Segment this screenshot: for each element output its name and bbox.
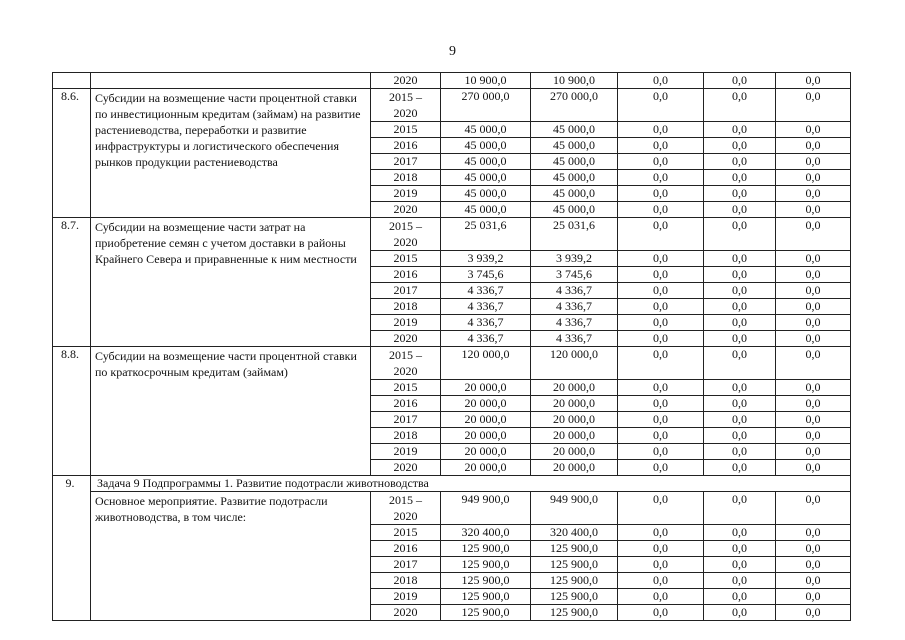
value-cell: 0,0 — [704, 396, 776, 412]
value-cell: 0,0 — [618, 218, 704, 251]
value-cell: 10 900,0 — [531, 73, 618, 89]
value-cell: 125 900,0 — [531, 605, 618, 621]
value-cell: 0,0 — [704, 525, 776, 541]
value-cell: 0,0 — [776, 412, 851, 428]
value-cell: 0,0 — [776, 154, 851, 170]
value-cell: 0,0 — [704, 73, 776, 89]
total-cell: 20 000,0 — [441, 396, 531, 412]
total-cell: 45 000,0 — [441, 202, 531, 218]
value-cell: 0,0 — [618, 541, 704, 557]
value-cell: 25 031,6 — [531, 218, 618, 251]
year-cell: 2015 — [371, 525, 441, 541]
value-cell: 0,0 — [776, 589, 851, 605]
table-row — [53, 492, 851, 525]
total-cell: 125 900,0 — [441, 541, 531, 557]
row-number: 8.8. — [53, 347, 91, 476]
value-cell: 45 000,0 — [531, 154, 618, 170]
year-cell: 2019 — [371, 444, 441, 460]
value-cell: 0,0 — [618, 412, 704, 428]
total-cell: 20 000,0 — [441, 460, 531, 476]
value-cell: 0,0 — [776, 251, 851, 267]
value-cell: 0,0 — [776, 122, 851, 138]
total-cell: 4 336,7 — [441, 315, 531, 331]
name-cell — [91, 73, 371, 89]
value-cell: 4 336,7 — [531, 315, 618, 331]
total-cell: 20 000,0 — [441, 380, 531, 396]
value-cell: 0,0 — [618, 170, 704, 186]
value-cell: 0,0 — [776, 186, 851, 202]
year-cell: 2015 — [371, 380, 441, 396]
year-cell: 2020 — [371, 202, 441, 218]
value-cell: 0,0 — [776, 347, 851, 380]
measure-name: Основное мероприятие. Развитие подотрасли животноводства, в том числе: — [91, 492, 371, 621]
value-cell: 0,0 — [704, 138, 776, 154]
table-row — [53, 218, 851, 251]
value-cell: 0,0 — [704, 557, 776, 573]
row-number: 8.7. — [53, 218, 91, 347]
total-cell: 45 000,0 — [441, 170, 531, 186]
value-cell: 0,0 — [618, 89, 704, 122]
value-cell: 0,0 — [776, 202, 851, 218]
year-cell: 2018 — [371, 573, 441, 589]
value-cell: 45 000,0 — [531, 122, 618, 138]
value-cell: 0,0 — [776, 283, 851, 299]
measure-name: Субсидии на возмещение части процентной ставки по краткосрочным кредитам (займам) — [91, 347, 371, 476]
value-cell: 0,0 — [618, 428, 704, 444]
total-cell: 270 000,0 — [441, 89, 531, 122]
value-cell: 125 900,0 — [531, 541, 618, 557]
value-cell: 0,0 — [776, 460, 851, 476]
value-cell: 0,0 — [776, 315, 851, 331]
total-cell: 20 000,0 — [441, 444, 531, 460]
value-cell: 125 900,0 — [531, 589, 618, 605]
value-cell: 0,0 — [704, 380, 776, 396]
task-title: Задача 9 Подпрограммы 1. Развитие подотрасли животноводства — [91, 476, 851, 492]
value-cell: 20 000,0 — [531, 380, 618, 396]
value-cell: 0,0 — [618, 267, 704, 283]
year-cell: 2017 — [371, 412, 441, 428]
total-cell: 4 336,7 — [441, 283, 531, 299]
value-cell: 0,0 — [704, 170, 776, 186]
value-cell: 4 336,7 — [531, 283, 618, 299]
value-cell: 3 745,6 — [531, 267, 618, 283]
value-cell: 0,0 — [776, 557, 851, 573]
total-cell: 20 000,0 — [441, 412, 531, 428]
year-cell: 2019 — [371, 589, 441, 605]
value-cell: 125 900,0 — [531, 573, 618, 589]
value-cell: 0,0 — [704, 122, 776, 138]
row-number: 8.6. — [53, 89, 91, 218]
year-cell: 2016 — [371, 267, 441, 283]
total-cell: 45 000,0 — [441, 122, 531, 138]
value-cell: 0,0 — [618, 251, 704, 267]
value-cell: 0,0 — [618, 573, 704, 589]
value-cell: 120 000,0 — [531, 347, 618, 380]
value-cell: 0,0 — [776, 331, 851, 347]
measure-name: Субсидии на возмещение части процентной ставки по инвестиционным кредитам (займам) на развитие растениеводства, переработки и развитие инфраструктуры и логистического обеспечения рынков продукции растениеводства — [91, 89, 371, 218]
value-cell: 0,0 — [776, 380, 851, 396]
value-cell: 20 000,0 — [531, 460, 618, 476]
value-cell: 0,0 — [618, 331, 704, 347]
total-cell: 45 000,0 — [441, 186, 531, 202]
value-cell: 0,0 — [704, 218, 776, 251]
value-cell: 0,0 — [618, 347, 704, 380]
value-cell: 45 000,0 — [531, 202, 618, 218]
year-cell: 2016 — [371, 541, 441, 557]
value-cell: 0,0 — [704, 299, 776, 315]
value-cell: 0,0 — [618, 605, 704, 621]
value-cell: 0,0 — [618, 154, 704, 170]
year-cell: 2020 — [371, 460, 441, 476]
total-cell: 45 000,0 — [441, 154, 531, 170]
total-cell: 45 000,0 — [441, 138, 531, 154]
year-cell: 2019 — [371, 186, 441, 202]
value-cell: 0,0 — [776, 444, 851, 460]
value-cell: 0,0 — [618, 299, 704, 315]
year-cell: 2015 — [371, 251, 441, 267]
value-cell: 0,0 — [776, 138, 851, 154]
value-cell: 20 000,0 — [531, 412, 618, 428]
year-cell: 2015 — [371, 122, 441, 138]
value-cell: 0,0 — [776, 73, 851, 89]
value-cell: 0,0 — [704, 428, 776, 444]
value-cell: 0,0 — [618, 460, 704, 476]
value-cell: 0,0 — [704, 347, 776, 380]
total-cell: 949 900,0 — [441, 492, 531, 525]
year-cell: 2016 — [371, 396, 441, 412]
funding-table — [52, 72, 851, 621]
value-cell: 0,0 — [618, 186, 704, 202]
total-cell: 3 745,6 — [441, 267, 531, 283]
value-cell: 0,0 — [704, 541, 776, 557]
value-cell: 0,0 — [704, 573, 776, 589]
table-row — [53, 347, 851, 380]
total-cell: 125 900,0 — [441, 589, 531, 605]
value-cell: 0,0 — [618, 122, 704, 138]
year-cell: 2017 — [371, 283, 441, 299]
value-cell: 4 336,7 — [531, 299, 618, 315]
measure-name: Субсидии на возмещение части затрат на приобретение семян с учетом доставки в районы Крайнего Севера и приравненные к ним местности — [91, 218, 371, 347]
value-cell: 45 000,0 — [531, 138, 618, 154]
table-row — [53, 89, 851, 122]
period-cell: 2015 – 2020 — [371, 89, 441, 122]
value-cell: 0,0 — [618, 202, 704, 218]
value-cell: 0,0 — [618, 138, 704, 154]
value-cell: 0,0 — [776, 218, 851, 251]
value-cell: 0,0 — [618, 73, 704, 89]
year-cell: 2020 — [371, 331, 441, 347]
value-cell: 0,0 — [704, 154, 776, 170]
value-cell: 0,0 — [618, 589, 704, 605]
value-cell: 0,0 — [618, 396, 704, 412]
value-cell: 0,0 — [776, 605, 851, 621]
value-cell: 20 000,0 — [531, 428, 618, 444]
value-cell: 0,0 — [704, 283, 776, 299]
value-cell: 949 900,0 — [531, 492, 618, 525]
value-cell: 0,0 — [618, 557, 704, 573]
value-cell: 0,0 — [704, 331, 776, 347]
value-cell: 0,0 — [776, 525, 851, 541]
total-cell: 125 900,0 — [441, 605, 531, 621]
value-cell: 4 336,7 — [531, 331, 618, 347]
value-cell: 45 000,0 — [531, 170, 618, 186]
year-cell: 2018 — [371, 428, 441, 444]
value-cell: 0,0 — [776, 299, 851, 315]
period-cell: 2015 – 2020 — [371, 492, 441, 525]
value-cell: 270 000,0 — [531, 89, 618, 122]
total-cell: 320 400,0 — [441, 525, 531, 541]
value-cell: 0,0 — [704, 251, 776, 267]
value-cell: 0,0 — [618, 444, 704, 460]
value-cell: 125 900,0 — [531, 557, 618, 573]
year-cell: 2019 — [371, 315, 441, 331]
total-cell: 3 939,2 — [441, 251, 531, 267]
year-cell: 2020 — [371, 73, 441, 89]
total-cell: 125 900,0 — [441, 573, 531, 589]
table-row — [53, 476, 851, 492]
value-cell: 0,0 — [704, 444, 776, 460]
value-cell: 0,0 — [618, 283, 704, 299]
value-cell: 0,0 — [704, 605, 776, 621]
period-cell: 2015 – 2020 — [371, 218, 441, 251]
row-number: 9. — [53, 476, 91, 621]
value-cell: 0,0 — [618, 525, 704, 541]
value-cell: 0,0 — [704, 315, 776, 331]
page-number: 9 — [449, 44, 456, 59]
value-cell: 0,0 — [704, 412, 776, 428]
value-cell: 0,0 — [704, 267, 776, 283]
value-cell: 0,0 — [776, 89, 851, 122]
value-cell: 0,0 — [776, 492, 851, 525]
value-cell: 0,0 — [704, 186, 776, 202]
value-cell: 320 400,0 — [531, 525, 618, 541]
year-cell: 2018 — [371, 299, 441, 315]
value-cell: 0,0 — [776, 170, 851, 186]
value-cell: 20 000,0 — [531, 444, 618, 460]
value-cell: 0,0 — [704, 492, 776, 525]
value-cell: 0,0 — [618, 380, 704, 396]
total-cell: 10 900,0 — [441, 73, 531, 89]
value-cell: 0,0 — [618, 315, 704, 331]
value-cell: 0,0 — [704, 202, 776, 218]
total-cell: 4 336,7 — [441, 331, 531, 347]
value-cell: 0,0 — [776, 396, 851, 412]
year-cell: 2017 — [371, 557, 441, 573]
year-cell: 2017 — [371, 154, 441, 170]
value-cell: 0,0 — [776, 267, 851, 283]
value-cell: 0,0 — [776, 428, 851, 444]
num-cell — [53, 73, 91, 89]
year-cell: 2020 — [371, 605, 441, 621]
total-cell: 25 031,6 — [441, 218, 531, 251]
total-cell: 4 336,7 — [441, 299, 531, 315]
value-cell: 45 000,0 — [531, 186, 618, 202]
total-cell: 20 000,0 — [441, 428, 531, 444]
table-row — [53, 73, 851, 89]
value-cell: 0,0 — [618, 492, 704, 525]
value-cell: 0,0 — [704, 460, 776, 476]
value-cell: 0,0 — [704, 589, 776, 605]
value-cell: 0,0 — [776, 573, 851, 589]
value-cell: 0,0 — [704, 89, 776, 122]
value-cell: 3 939,2 — [531, 251, 618, 267]
total-cell: 125 900,0 — [441, 557, 531, 573]
year-cell: 2018 — [371, 170, 441, 186]
value-cell: 20 000,0 — [531, 396, 618, 412]
value-cell: 0,0 — [776, 541, 851, 557]
period-cell: 2015 – 2020 — [371, 347, 441, 380]
year-cell: 2016 — [371, 138, 441, 154]
total-cell: 120 000,0 — [441, 347, 531, 380]
